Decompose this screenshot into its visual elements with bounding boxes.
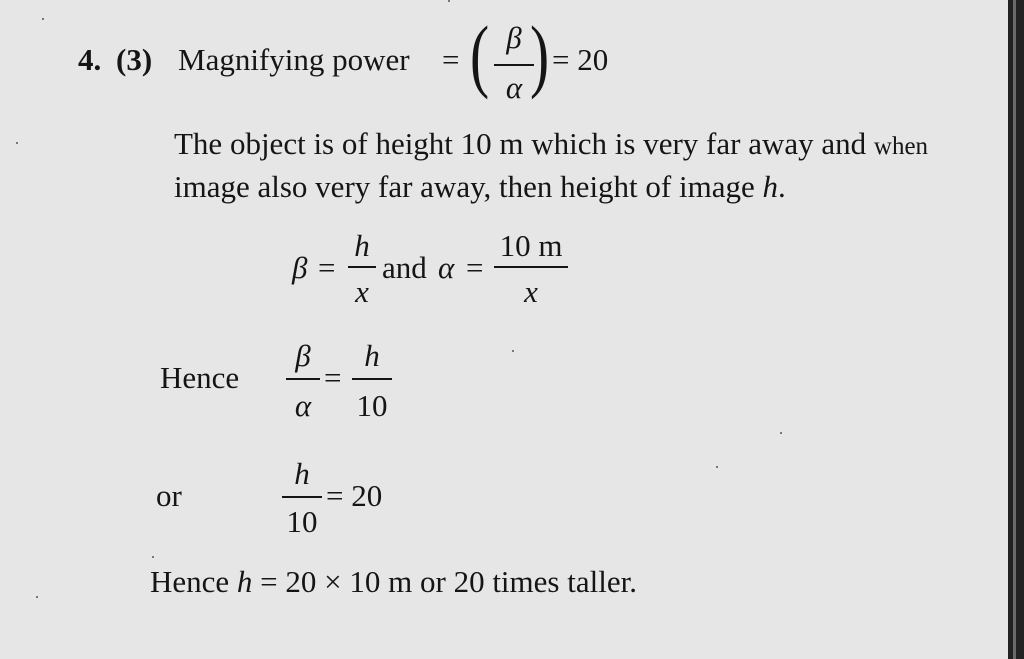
fraction-denominator: 10 [356,388,388,423]
scan-speck [512,350,514,352]
right-paren: ) [530,9,550,100]
paragraph-line-2 [174,171,786,202]
fraction-bar [494,266,568,268]
h-over-10-fraction [282,456,322,538]
beta-over-alpha-fraction [494,20,534,105]
equals-sign: = [324,360,342,395]
beta-over-alpha-fraction [286,338,320,423]
paragraph-line-1 [174,128,928,159]
result-value: = 20 [552,42,609,77]
scan-speck [716,466,718,468]
answer-option: (3) [116,42,153,77]
scan-speck [152,556,154,558]
ten-m-over-x-fraction [494,228,568,309]
left-paren: ( [470,9,490,100]
fraction-bar [286,378,320,380]
fraction-bar [494,64,534,66]
and-text: and [382,250,427,285]
fraction-denominator: α [294,388,312,423]
scan-speck [16,142,18,144]
conclusion-line [150,566,637,597]
fraction-numerator: h [364,338,380,373]
scan-speck [448,0,450,2]
fraction-numerator: h [294,456,310,491]
conclusion-var: h [236,564,253,599]
fraction-numerator: 10 m [499,228,563,263]
scan-speck [42,18,44,20]
h-over-x-fraction [348,228,376,309]
conclusion-end: = 20 × 10 m or 20 times taller. [260,564,637,599]
fraction-bar [348,266,376,268]
fraction-bar [282,496,322,498]
h-over-10-fraction [352,338,392,423]
equals-sign: = [442,42,460,77]
or-label: or [156,478,182,513]
equals-twenty: = 20 [326,478,383,513]
paragraph-line-1-small: when [873,133,929,160]
fraction-numerator: h [354,228,370,263]
equals-sign: = [466,250,484,285]
paragraph-line-2-start: image also very far away, then height of image [174,169,755,204]
fraction-bar [352,378,392,380]
alpha-symbol: α [438,250,455,285]
scan-speck [780,432,782,434]
equals-sign: = [318,250,336,285]
paragraph-line-2-end: . [778,169,786,204]
scan-speck [36,596,38,598]
beta-symbol: β [292,250,308,285]
magnifying-power-label: Magnifying power [178,42,410,77]
fraction-denominator: x [355,274,369,309]
fraction-numerator: β [295,338,311,373]
conclusion-start: Hence [150,564,230,599]
paragraph-line-2-var: h [762,169,778,204]
fraction-denominator: x [524,274,538,309]
fraction-denominator: α [505,70,523,105]
fraction-denominator: 10 [286,504,318,539]
page-edge-highlight [1013,0,1016,659]
hence-label: Hence [160,360,240,395]
fraction-numerator: β [506,20,522,55]
paragraph-line-1-main: The object is of height 10 m which is very far away and [174,126,867,161]
page-edge-shadow [1008,0,1024,659]
problem-number: 4. [78,42,102,77]
